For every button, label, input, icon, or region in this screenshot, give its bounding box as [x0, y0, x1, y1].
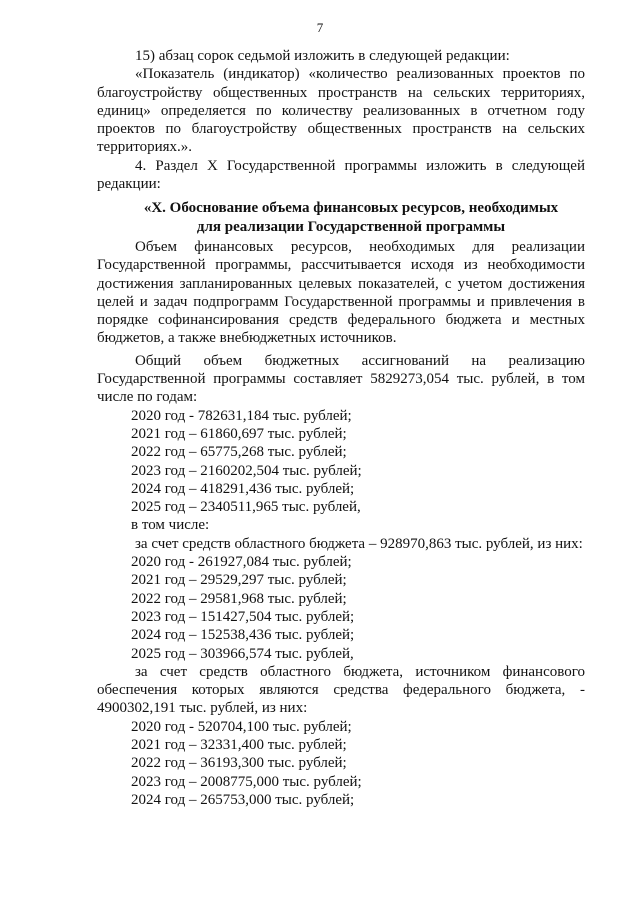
in-that-number: в том числе:	[131, 517, 210, 534]
list-item: 2024 год – 265753,000 тыс. рублей;	[131, 791, 355, 808]
list-item: 2023 год – 2008775,000 тыс. рублей;	[131, 773, 362, 790]
item-4-text: 4. Раздел X Государственной программы изложить в следующей редакции:	[97, 157, 585, 193]
list-item: 2024 год – 418291,436 тыс. рублей;	[131, 480, 355, 497]
total-by-year-list	[97, 407, 585, 517]
list-item: 2025 год – 303966,574 тыс. рублей,	[131, 645, 354, 662]
volume-paragraph: Объем финансовых ресурсов, необходимых для реализации Государственной программы, рассчитывается исходя из необходимости достижения запланированных целевых показателей, с учетом достижения целей и задач подпрограмм Государственной программы и привлечения в порядке софинансирования средств федерального бюджета и местных бюджетов, а также внебюджетных источников.	[97, 238, 585, 347]
list-item: 2021 год – 32331,400 тыс. рублей;	[131, 736, 347, 753]
total-paragraph: Общий объем бюджетных ассигнований на реализацию Государственной программы составляет 5829273,054 тыс. рублей, в том числе по годам:	[97, 352, 585, 406]
item-15-text: «Показатель (индикатор) «количество реализованных проектов по благоустройству общественных пространств на сельских территориях, единиц» определяется по количеству реализованных в отчетном году проектов по благоустройству общественных пространств на сельских территориях.».	[97, 66, 585, 156]
list-item: 2020 год - 782631,184 тыс. рублей;	[131, 407, 352, 424]
federal-by-year-list	[97, 718, 585, 809]
item-15-intro: 15) абзац сорок седьмой изложить в следующей редакции:	[135, 48, 510, 64]
list-item: 2024 год – 152538,436 тыс. рублей;	[131, 627, 355, 644]
list-item: 2023 год – 2160202,504 тыс. рублей;	[131, 462, 362, 479]
list-item: 2025 год – 2340511,965 тыс. рублей,	[131, 499, 361, 516]
list-item: 2022 год – 65775,268 тыс. рублей;	[131, 444, 347, 461]
list-item: 2020 год - 261927,084 тыс. рублей;	[131, 554, 352, 571]
list-item: 2022 год – 29581,968 тыс. рублей;	[131, 590, 347, 607]
section-heading-line-2: для реализации Государственной программы	[196, 218, 506, 235]
list-item: 2021 год – 61860,697 тыс. рублей;	[131, 425, 347, 442]
section-heading-line-1: «X. Обоснование объема финансовых ресурсов, необходимых	[143, 200, 559, 217]
document-body	[97, 47, 585, 809]
section-heading	[97, 199, 585, 236]
list-item: 2023 год – 151427,504 тыс. рублей;	[131, 608, 355, 625]
federal-intro: за счет средств областного бюджета, источником финансового обеспечения которых являются средства федерального бюджета, - 4900302,191 тыс. рублей, из них:	[97, 663, 585, 717]
regional-intro: за счет средств областного бюджета – 928970,863 тыс. рублей, из них:	[135, 535, 583, 552]
list-item: 2020 год - 520704,100 тыс. рублей;	[131, 718, 352, 735]
regional-by-year-list	[97, 553, 585, 663]
list-item: 2022 год – 36193,300 тыс. рублей;	[131, 755, 347, 772]
list-item: 2021 год – 29529,297 тыс. рублей;	[131, 572, 347, 589]
page-number: 7	[316, 20, 324, 35]
